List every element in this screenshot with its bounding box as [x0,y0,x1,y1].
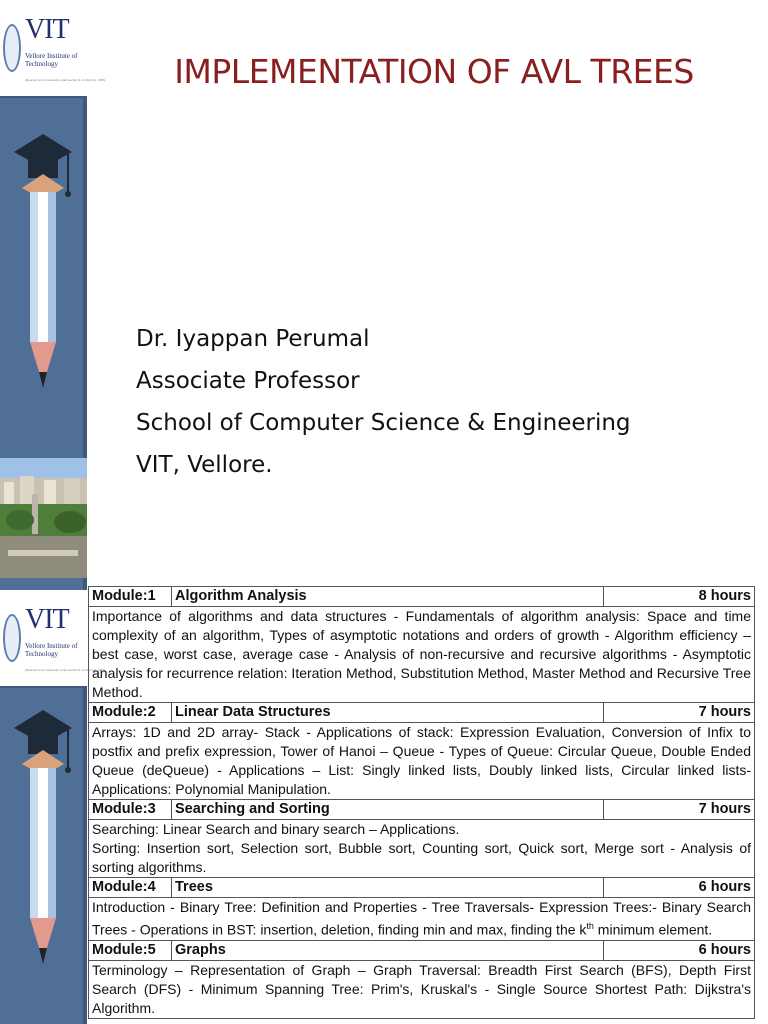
module-header-row [89,587,755,607]
module-description-text: minimum element. [593,921,713,938]
syllabus-slide [0,578,768,1024]
vit-logo [0,590,106,688]
seal-icon [3,614,21,662]
graduation-pencil-icon [10,706,76,971]
module-number: Module:3 [89,800,172,820]
module-description: Importance of algorithms and data structures - Fundamentals of algorithm analysis: Space and time complexity of an algorithm, Types of asymptotic notations and orders of growth - Algorithm efficiency – best case, worst case, average case - Analysis of non-recursive and recursive algorithms - Asymptotic analysis for recurrence relation: Iteration Method, Substitution Method, Master Method and Recursive Tree Method. [89,607,755,703]
author-school: School of Computer Science & Engineering [136,410,631,436]
module-title: Trees [172,878,604,898]
module-description-row [89,607,755,703]
author-block [136,318,631,486]
module-number: Module:5 [89,940,172,960]
module-hours: 6 hours [604,878,755,898]
module-hours: 7 hours [604,703,755,723]
module-number: Module:1 [89,587,172,607]
logo-tagline: (Deemed to be University under section 3 of UGC Act, 1956) [25,78,106,82]
syllabus-table [88,586,755,1019]
module-title: Algorithm Analysis [172,587,604,607]
module-title: Linear Data Structures [172,703,604,723]
slide-title: IMPLEMENTATION OF AVL TREES [174,52,694,91]
module-description [89,898,755,941]
module-header-row [89,703,755,723]
author-name: Dr. Iyappan Perumal [136,326,370,352]
module-header-row [89,800,755,820]
module-header-row [89,940,755,960]
module-title: Searching and Sorting [172,800,604,820]
module-description-text: Introduction - Binary Tree: Definition and Properties - Tree Traversals- Expression Trees:- Binary Search Trees - Operations in BST: insertion, deletion, finding min and max, finding the k [92,899,751,938]
module-title: Graphs [172,940,604,960]
logo-name: VIT [25,604,69,635]
logo-subtitle: Vellore Institute of Technology [25,52,78,68]
module-description: Arrays: 1D and 2D array- Stack - Applications of stack: Expression Evaluation, Conversion of Infix to postfix and prefix expression, Tower of Hanoi – Queue - Types of Queue: Circular Queue, Double Ended Queue (deQueue) - Applications – List: Singly linked lists, Doubly linked lists, Circular linked lists- Applications: Polynomial Manipulation. [89,723,755,800]
module-description [89,820,755,878]
campus-photo [0,458,87,578]
seal-icon [3,24,21,72]
logo-name: VIT [25,14,69,45]
module-description-row [89,723,755,800]
superscript: th [586,921,594,931]
logo-tagline: (Deemed to be University under section 3 of UGC Act, 1956) [25,668,106,672]
module-description-row [89,898,755,941]
graduation-pencil-icon [10,130,76,395]
module-header-row [89,878,755,898]
module-number: Module:4 [89,878,172,898]
module-description-line: Sorting: Insertion sort, Selection sort, Bubble sort, Counting sort, Quick sort, Merge sort - Analysis of sorting algorithms. [92,840,751,875]
module-description: Terminology – Representation of Graph – Graph Traversal: Breadth First Search (BFS), Depth First Search (DFS) - Minimum Spanning Tree: Prim's, Kruskal's - Single Source Shortest Path: Dijkstra's Algorithm. [89,960,755,1018]
module-description-line: Searching: Linear Search and binary search – Applications. [92,821,460,837]
module-description-row [89,820,755,878]
module-description-row [89,960,755,1018]
module-number: Module:2 [89,703,172,723]
module-hours: 7 hours [604,800,755,820]
vit-logo [0,0,106,98]
module-hours: 8 hours [604,587,755,607]
author-institution: VIT, Vellore. [136,452,273,478]
module-hours: 6 hours [604,940,755,960]
logo-subtitle: Vellore Institute of Technology [25,642,78,658]
author-position: Associate Professor [136,368,360,394]
